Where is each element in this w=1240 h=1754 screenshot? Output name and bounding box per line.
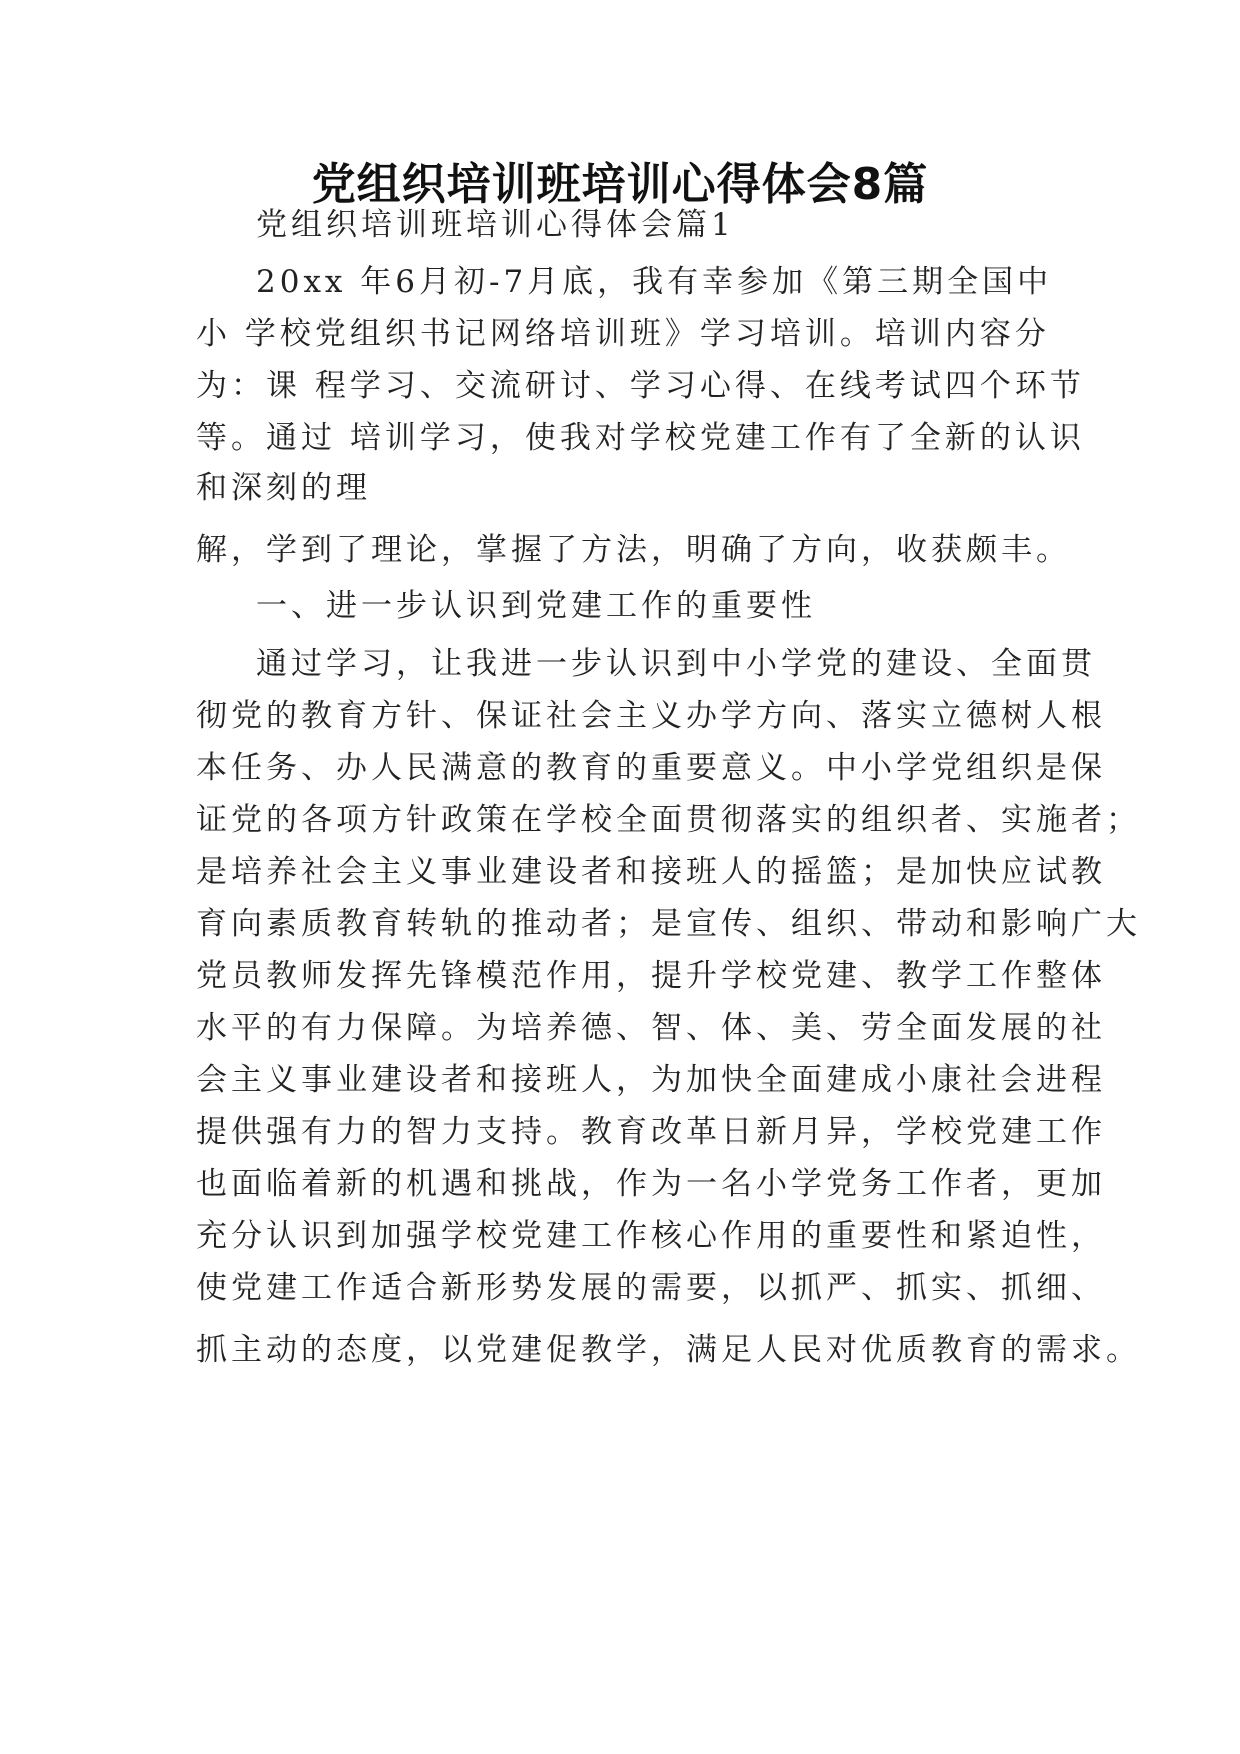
paragraph-line: 也面临着新的机遇和挑战，作为一名小学党务工作者，更加 <box>196 1166 1106 1202</box>
paragraph-line: 育向素质教育转轨的推动者；是宣传、组织、带动和影响广大 <box>196 906 1141 942</box>
paragraph-line: 20xx 年6月初-7月底，我有幸参加《第三期全国中 <box>256 264 1053 300</box>
paragraph-line: 使党建工作适合新形势发展的需要，以抓严、抓实、抓细、 <box>196 1270 1106 1306</box>
paragraph-line: 通过学习，让我进一步认识到中小学党的建设、全面贯 <box>256 646 1096 682</box>
paragraph-line: 小 学校党组织书记网络培训班》学习培训。培训内容分 <box>196 316 1050 352</box>
paragraph-line: 水平的有力保障。为培养德、智、体、美、劳全面发展的社 <box>196 1010 1106 1046</box>
paragraph-line: 等。通过 培训学习，使我对学校党建工作有了全新的认识 <box>196 420 1085 456</box>
paragraph-line: 本任务、办人民满意的教育的重要意义。中小学党组织是保 <box>196 750 1106 786</box>
paragraph-line: 彻党的教育方针、保证社会主义办学方向、落实立德树人根 <box>196 698 1106 734</box>
paragraph-line: 为：课 程学习、交流研讨、学习心得、在线考试四个环节 <box>196 368 1085 404</box>
paragraph-line: 抓主动的态度，以党建促教学，满足人民对优质教育的需求。 <box>196 1332 1141 1368</box>
paragraph-line: 是培养社会主义事业建设者和接班人的摇篮；是加快应试教 <box>196 854 1106 890</box>
document-title: 党组织培训班培训心得体会8篇 <box>311 159 929 210</box>
paragraph-line: 解，学到了理论，掌握了方法，明确了方向，收获颇丰。 <box>196 532 1071 568</box>
paragraph-line: 和深刻的理 <box>196 470 371 506</box>
section-heading: 一、进一步认识到党建工作的重要性 <box>256 588 816 624</box>
paragraph-line: 会主义事业建设者和接班人，为加快全面建成小康社会进程 <box>196 1062 1106 1098</box>
paragraph-line: 证党的各项方针政策在学校全面贯彻落实的组织者、实施者； <box>196 802 1141 838</box>
paragraph-line: 充分认识到加强学校党建工作核心作用的重要性和紧迫性， <box>196 1218 1106 1254</box>
article-subtitle: 党组织培训班培训心得体会篇1 <box>256 207 735 243</box>
paragraph-line: 提供强有力的智力支持。教育改革日新月异，学校党建工作 <box>196 1114 1106 1150</box>
paragraph-line: 党员教师发挥先锋模范作用，提升学校党建、教学工作整体 <box>196 958 1106 994</box>
